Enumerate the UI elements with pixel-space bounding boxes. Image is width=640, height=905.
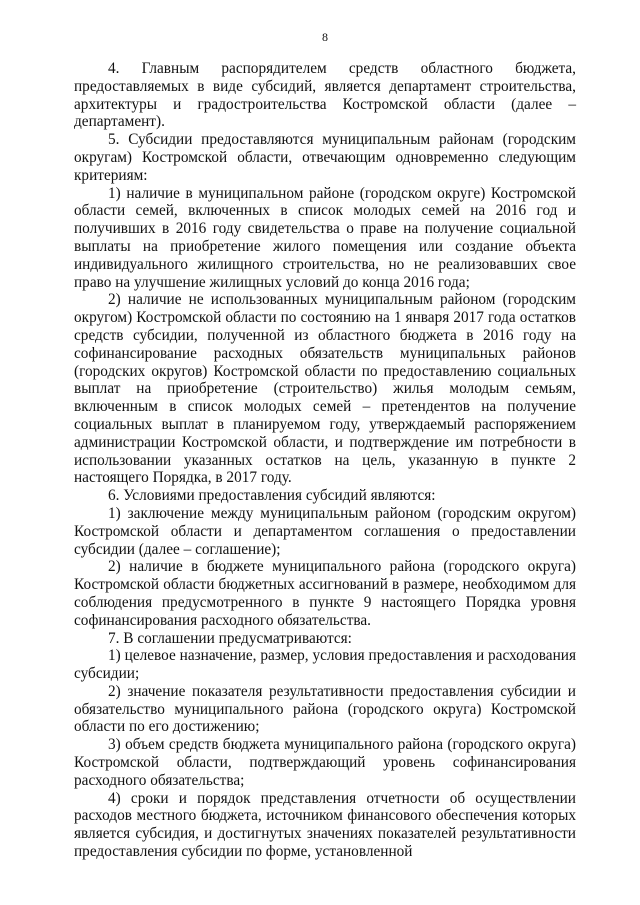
provision-1-purpose: 1) целевое назначение, размер, условия предоставления и расходования субсидии; [74, 647, 576, 683]
provision-2-performance-indicator: 2) значение показателя результативности предоставления субсидии и обязательство муниципального района (городского округа) Костромской области по его достижению; [74, 682, 576, 736]
paragraph-6-conditions: 6. Условиями предоставления субсидий являются: [108, 487, 436, 505]
page-number: 8 [322, 30, 328, 44]
paragraph-4-chief-administrator: 4. Главным распорядителем средств областного бюджета, предоставляемых в виде субсидий, является департамент строительства, архитектуры и градостроительства Костромской области (далее – департамент). [74, 60, 576, 131]
provision-4-reporting: 4) сроки и порядок представления отчетности об осуществлении расходов местного бюджета, источником финансового обеспечения которых является субсидия, и достигнутых значениях показателей результативности предоставления субсидии по форме, установленной [74, 789, 576, 861]
criterion-1-young-families: 1) наличие в муниципальном районе (городском округе) Костромской области семей, включенных в список молодых семей на 2016 год и получивших в 2016 году свидетельства о праве на получение социальной выплаты на приобретение жилого помещения или создание объекта индивидуального жилищного строительства, но не реализовавших свое право на улучшение жилищных условий до конца 2016 года; [74, 184, 576, 291]
provision-3-cofinancing-volume: 3) объем средств бюджета муниципального района (городского округа) Костромской области, подтверждающий уровень софинансирования расходного обязательства; [74, 736, 576, 789]
paragraph-7-agreement-provisions: 7. В соглашении предусматриваются: [108, 629, 352, 647]
paragraph-5-subsidy-criteria: 5. Субсидии предоставляются муниципальным районам (городским округам) Костромской области, отвечающим одновременно следующим критериям: [74, 131, 576, 184]
condition-2-budget-allocations: 2) наличие в бюджете муниципального района (городского округа) Костромской области бюджетных ассигнований в размере, необходимом для соблюдения предусмотренного в пункте 9 настоящего Порядка уровня софинансирования расходного обязательства. [74, 558, 576, 629]
condition-1-agreement: 1) заключение между муниципальным районом (городским округом) Костромской области и департаментом соглашения о предоставлении субсидии (далее – соглашение); [74, 504, 576, 558]
criterion-2-unused-balances: 2) наличие не использованных муниципальным районом (городским округом) Костромской области по состоянию на 1 января 2017 года остатков средств субсидии, полученной из областного бюджета в 2016 году на софинансирование расходных обязательств муниципальных районов (городских округов) Костромской области по предоставлению социальных выплат на приобретение (строительство) жилья молодым семьям, включенным в список молодых семей – претендентов на получение социальных выплат в планируемом году, утверждаемый распоряжением администрации Костромской области, и подтверждение им потребности в использовании указанных остатков на цель, указанную в пункте 2 настоящего Порядка, в 2017 году. [74, 291, 576, 487]
